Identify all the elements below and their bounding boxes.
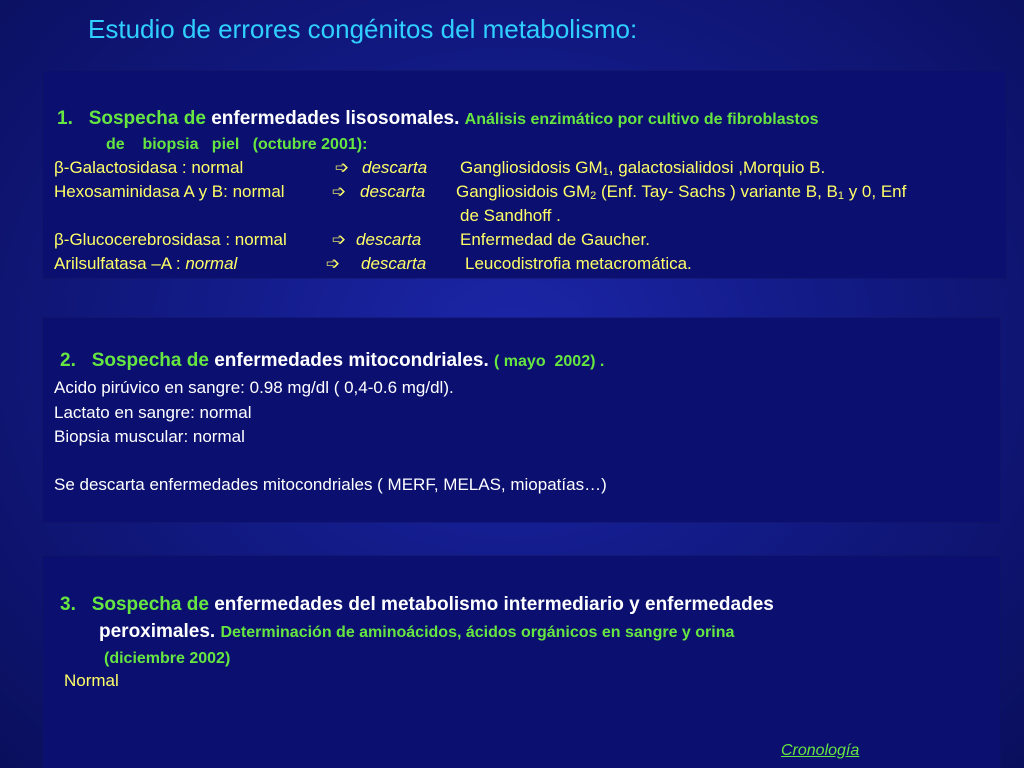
lactate-result: Lactato en sangre: normal xyxy=(54,403,252,422)
section3-heading: 3. Sospecha de enfermedades del metabolismo intermediario y enfermedades xyxy=(60,594,774,615)
result-glucocerebrosidasa: β-Glucocerebrosidasa : normal xyxy=(54,230,287,249)
discard-label-2: descarta xyxy=(360,182,426,201)
discard-label-3: descarta xyxy=(356,230,422,249)
section3-heading-cont: peroximales. Determinación de aminoácidos, ácidos orgánicos en sangre y orina xyxy=(99,621,735,642)
discard-label-4: descarta xyxy=(361,254,427,273)
arrow-icon: ➩ xyxy=(331,230,347,249)
arrow-icon: ➩ xyxy=(331,182,347,201)
section1-heading-cont: de biopsia piel (octubre 2001): xyxy=(106,136,368,153)
discarded-diseases-1: Gangliosidosis $GM_1$, galactosialidosi ,Morquio B. xyxy=(460,158,826,178)
discarded-diseases-2: Gangliosidois $GM_2$ (Enf. Tay- Sachs ) variante B, $B_1$ y 0, Enf xyxy=(456,182,907,202)
section3-result: Normal xyxy=(64,671,119,690)
arrow-icon: ➩ xyxy=(334,158,350,177)
result-hexosaminidasa: Hexosaminidasa A y B: normal xyxy=(54,182,285,201)
discard-label-1: descarta xyxy=(362,158,428,177)
pyruvic-acid-result: Acido pirúvico en sangre: 0.98 mg/dl ( 0,4-0.6 mg/dl). xyxy=(54,378,454,397)
cronologia-link[interactable]: Cronología xyxy=(781,742,860,759)
arrow-icon: ➩ xyxy=(325,254,341,273)
section2-heading: 2. Sospecha de enfermedades mitocondriales. ( mayo 2002) . xyxy=(60,350,605,371)
discarded-diseases-2-cont: de Sandhoff . xyxy=(460,206,561,225)
section3-date: (diciembre 2002) xyxy=(104,650,231,667)
discarded-diseases-3: Enfermedad de Gaucher. xyxy=(460,230,650,249)
result-galactosidasa: β-Galactosidasa : normal xyxy=(54,158,244,177)
result-arilsulfatasa: Arilsulfatasa –A : normal xyxy=(54,254,238,273)
slide-title: Estudio de errores congénitos del metabolismo: xyxy=(88,14,638,44)
section1-heading: 1. Sospecha de enfermedades lisosomales. Análisis enzimático por cultivo de fibroblastos xyxy=(57,108,819,129)
discarded-diseases-4: Leucodistrofia metacromática. xyxy=(465,254,692,273)
muscle-biopsy-result: Biopsia muscular: normal xyxy=(54,427,245,446)
mitochondrial-conclusion: Se descarta enfermedades mitocondriales ( MERF, MELAS, miopatías…) xyxy=(54,475,607,494)
